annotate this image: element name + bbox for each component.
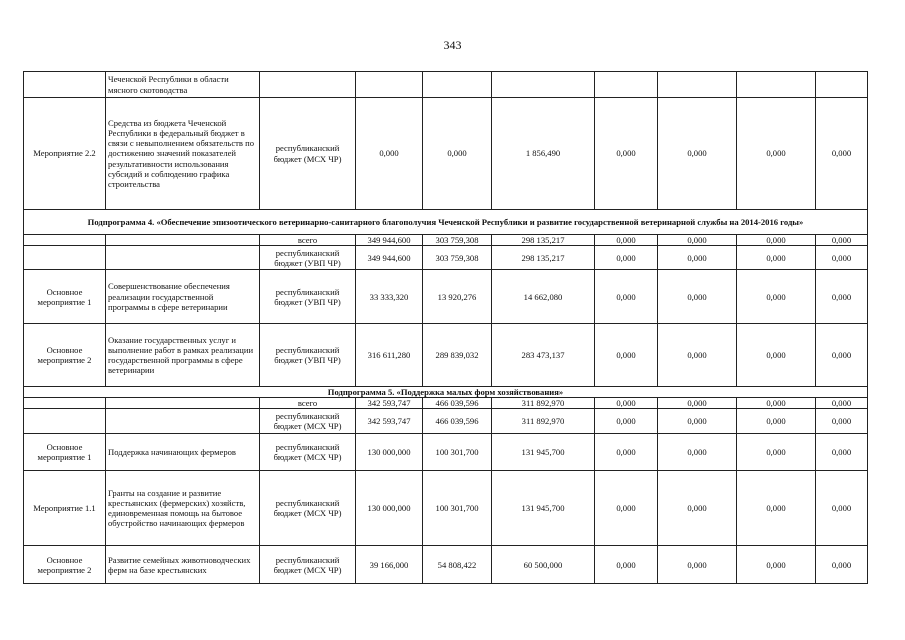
table-row [24,72,868,98]
value-cell: 0,000 [595,398,658,409]
value-cell: 0,000 [356,98,423,210]
source-cell: республиканский бюджет (УВП ЧР) [260,246,356,270]
value-cell: 283 473,137 [492,324,595,387]
source-cell: республиканский бюджет (МСХ ЧР) [260,98,356,210]
value-cell: 100 301,700 [423,434,492,471]
value-cell: 0,000 [737,546,816,584]
event-cell [24,72,106,98]
table-row [24,270,868,324]
value-cell: 131 945,700 [492,434,595,471]
value-cell: 0,000 [816,235,868,246]
value-cell: 54 808,422 [423,546,492,584]
value-cell: 0,000 [737,270,816,324]
name-cell: Развитие семейных животноводческих ферм на базе крестьянских [106,546,260,584]
value-cell: 289 839,032 [423,324,492,387]
source-cell: республиканский бюджет (УВП ЧР) [260,270,356,324]
value-cell: 0,000 [737,398,816,409]
value-cell [816,72,868,98]
value-cell: 466 039,596 [423,398,492,409]
event-cell [24,246,106,270]
value-cell: 0,000 [595,409,658,434]
value-cell: 303 759,308 [423,235,492,246]
event-cell: Основное мероприятие 2 [24,546,106,584]
budget-table [23,71,868,584]
value-cell: 0,000 [595,324,658,387]
value-cell: 0,000 [595,235,658,246]
value-cell: 0,000 [816,398,868,409]
source-cell: республиканский бюджет (МСХ ЧР) [260,409,356,434]
value-cell: 39 166,000 [356,546,423,584]
table-row [24,409,868,434]
value-cell: 0,000 [737,409,816,434]
value-cell [737,72,816,98]
value-cell: 100 301,700 [423,471,492,546]
name-cell: Поддержка начинающих фермеров [106,434,260,471]
value-cell: 298 135,217 [492,235,595,246]
value-cell: 130 000,000 [356,434,423,471]
value-cell: 311 892,970 [492,409,595,434]
source-cell: республиканский бюджет (МСХ ЧР) [260,434,356,471]
value-cell: 0,000 [816,409,868,434]
subprogram-row [24,387,868,398]
table-row [24,235,868,246]
value-cell: 0,000 [737,324,816,387]
name-cell [106,409,260,434]
table-row [24,471,868,546]
table-row [24,324,868,387]
value-cell: 0,000 [658,546,737,584]
source-cell: республиканский бюджет (МСХ ЧР) [260,471,356,546]
table-row [24,246,868,270]
value-cell: 0,000 [595,246,658,270]
event-cell: Мероприятие 1.1 [24,471,106,546]
value-cell [658,72,737,98]
value-cell: 466 039,596 [423,409,492,434]
value-cell: 0,000 [816,270,868,324]
value-cell: 33 333,320 [356,270,423,324]
source-cell: республиканский бюджет (УВП ЧР) [260,324,356,387]
name-cell: Средства из бюджета Чеченской Республики в федеральный бюджет в связи с невыполнением обязательств по достижению значений показателей результативности использования субсидий и соблюдению графика строительства [106,98,260,210]
value-cell [356,72,423,98]
source-cell: республиканский бюджет (МСХ ЧР) [260,546,356,584]
value-cell: 0,000 [816,434,868,471]
value-cell: 0,000 [595,471,658,546]
value-cell [595,72,658,98]
event-cell: Основное мероприятие 1 [24,270,106,324]
table-row [24,398,868,409]
value-cell: 298 135,217 [492,246,595,270]
value-cell: 0,000 [737,246,816,270]
event-cell [24,398,106,409]
table-row [24,98,868,210]
value-cell: 13 920,276 [423,270,492,324]
value-cell: 0,000 [595,546,658,584]
name-cell [106,235,260,246]
value-cell: 131 945,700 [492,471,595,546]
event-cell: Основное мероприятие 1 [24,434,106,471]
event-cell [24,235,106,246]
value-cell: 311 892,970 [492,398,595,409]
name-cell [106,246,260,270]
event-cell: Основное мероприятие 2 [24,324,106,387]
source-cell: всего [260,398,356,409]
source-cell [260,72,356,98]
name-cell: Совершенствование обеспечения реализации государственной программы в сфере ветеринарии [106,270,260,324]
value-cell: 130 000,000 [356,471,423,546]
name-cell [106,398,260,409]
value-cell: 342 593,747 [356,398,423,409]
value-cell: 0,000 [658,246,737,270]
subprogram-title: Подпрограмма 4. «Обеспечение эпизоотического ветеринарно-санитарного благополучия Чеченской Республики и развитие государственной ветеринарной службы на 2014-2016 годы» [24,210,868,235]
event-cell [24,409,106,434]
value-cell: 316 611,280 [356,324,423,387]
value-cell: 0,000 [816,471,868,546]
table-row [24,434,868,471]
value-cell: 0,000 [658,409,737,434]
value-cell: 0,000 [737,471,816,546]
value-cell: 349 944,600 [356,235,423,246]
value-cell: 0,000 [595,434,658,471]
name-cell: Чеченской Республики в области мясного скотоводства [106,72,260,98]
value-cell: 0,000 [816,324,868,387]
value-cell: 0,000 [595,270,658,324]
value-cell: 0,000 [658,434,737,471]
value-cell: 342 593,747 [356,409,423,434]
value-cell: 60 500,000 [492,546,595,584]
value-cell [492,72,595,98]
value-cell: 349 944,600 [356,246,423,270]
name-cell: Гранты на создание и развитие крестьянских (фермерских) хозяйств, единовременная помощь на бытовое обустройство начинающих фермеров [106,471,260,546]
value-cell [423,72,492,98]
value-cell: 0,000 [658,98,737,210]
value-cell: 0,000 [816,98,868,210]
event-cell: Мероприятие 2.2 [24,98,106,210]
value-cell: 0,000 [423,98,492,210]
value-cell: 0,000 [737,98,816,210]
name-cell: Оказание государственных услуг и выполнение работ в рамках реализации государственной программы в сфере ветеринарии [106,324,260,387]
subprogram-row [24,210,868,235]
value-cell: 0,000 [595,98,658,210]
value-cell: 0,000 [816,546,868,584]
value-cell: 0,000 [816,246,868,270]
value-cell: 14 662,080 [492,270,595,324]
value-cell: 0,000 [658,270,737,324]
value-cell: 0,000 [737,434,816,471]
table-row [24,546,868,584]
value-cell: 0,000 [658,398,737,409]
page-number: 343 [443,38,462,52]
subprogram-title: Подпрограмма 5. «Поддержка малых форм хозяйствования» [24,387,868,398]
value-cell: 0,000 [737,235,816,246]
value-cell: 1 856,490 [492,98,595,210]
value-cell: 303 759,308 [423,246,492,270]
value-cell: 0,000 [658,324,737,387]
value-cell: 0,000 [658,235,737,246]
value-cell: 0,000 [658,471,737,546]
source-cell: всего [260,235,356,246]
